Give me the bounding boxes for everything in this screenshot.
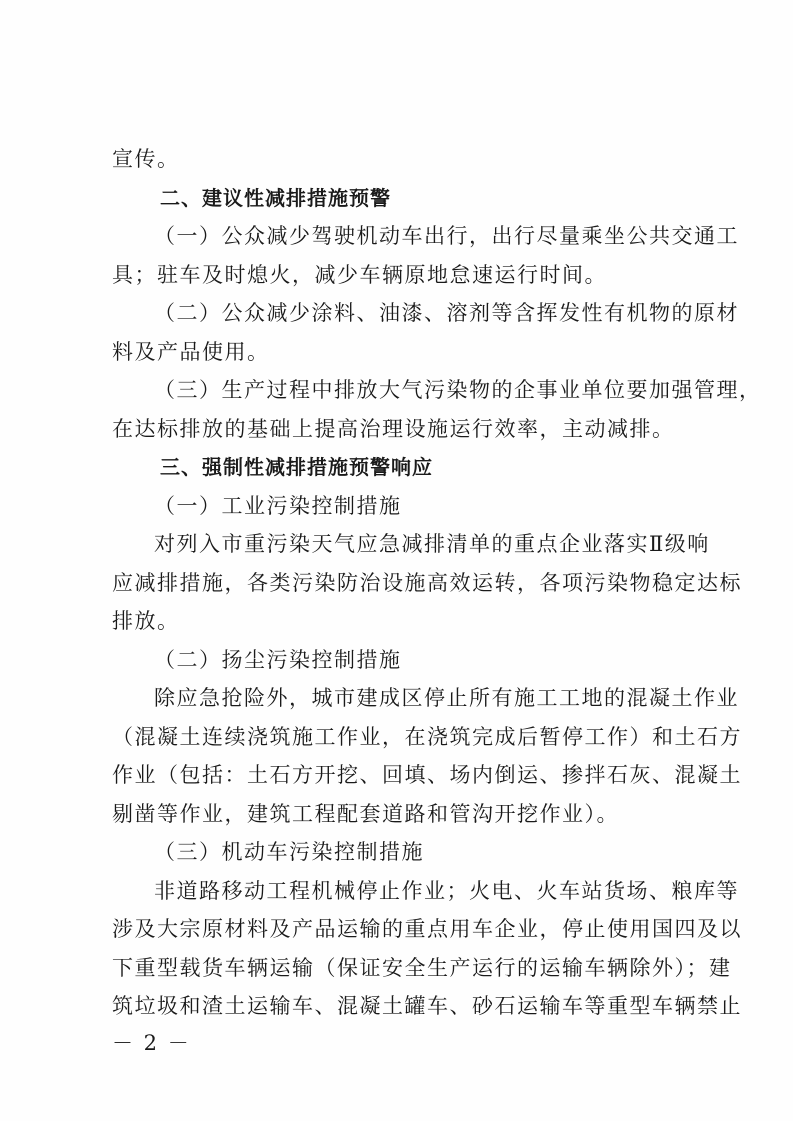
text-line: 料及产品使用。 <box>112 339 270 364</box>
text-line: 涉及大宗原材料及产品运输的重点用车企业，停止使用国四及以 <box>112 917 742 941</box>
text-line: （二）公众减少涂料、油漆、溶剂等含挥发性有机物的原材 <box>154 301 739 325</box>
text-line: 非道路移动工程机械停止作业；火电、火车站货场、粮库等 <box>154 878 739 903</box>
text-line: 排放。 <box>112 609 180 633</box>
text-line: 在达标排放的基础上提高治理设施运行效率，主动减排。 <box>112 416 675 441</box>
text-line: （三）生产过程中排放大气污染物的企事业单位要加强管理， <box>154 378 762 402</box>
subsection-heading: （二）扬尘污染控制措施 <box>154 647 402 672</box>
text-line: 具；驻车及时熄火，减少车辆原地怠速运行时间。 <box>112 262 607 287</box>
section-heading-two: 二、建议性减排措施预警 <box>160 185 391 210</box>
section-heading-three: 三、强制性减排措施预警响应 <box>160 455 433 479</box>
subsection-heading: （三）机动车污染控制措施 <box>154 840 424 864</box>
text-line: （一）公众减少驾驶机动车出行，出行尽量乘坐公共交通工 <box>154 224 739 248</box>
text-line: 宣传。 <box>112 147 180 171</box>
text-line: 筑垃圾和渣土运输车、混凝土罐车、砂石运输车等重型车辆禁止 <box>112 994 742 1018</box>
text-line: 应减排措施，各类污染防治设施高效运转，各项污染物稳定达标 <box>112 570 742 595</box>
subsection-heading: （一）工业污染控制措施 <box>154 493 402 518</box>
text-line: （混凝土连续浇筑施工作业，在浇筑完成后暂停工作）和土石方 <box>112 724 742 749</box>
text-line: 剔凿等作业，建筑工程配套道路和管沟开挖作业）。 <box>112 801 619 826</box>
page-number: － 2 － <box>112 1031 191 1055</box>
document-body <box>112 140 762 1026</box>
text-line: 对列入市重污染天气应急减排清单的重点企业落实Ⅱ级响 <box>154 532 710 556</box>
text-line: 下重型载货车辆运输（保证安全生产运行的运输车辆除外）；建 <box>112 955 732 980</box>
text-line: 作业（包括：土石方开挖、回填、场内倒运、掺拌石灰、混凝土 <box>112 763 742 787</box>
text-line: 除应急抢险外，城市建成区停止所有施工工地的混凝土作业 <box>154 686 739 710</box>
